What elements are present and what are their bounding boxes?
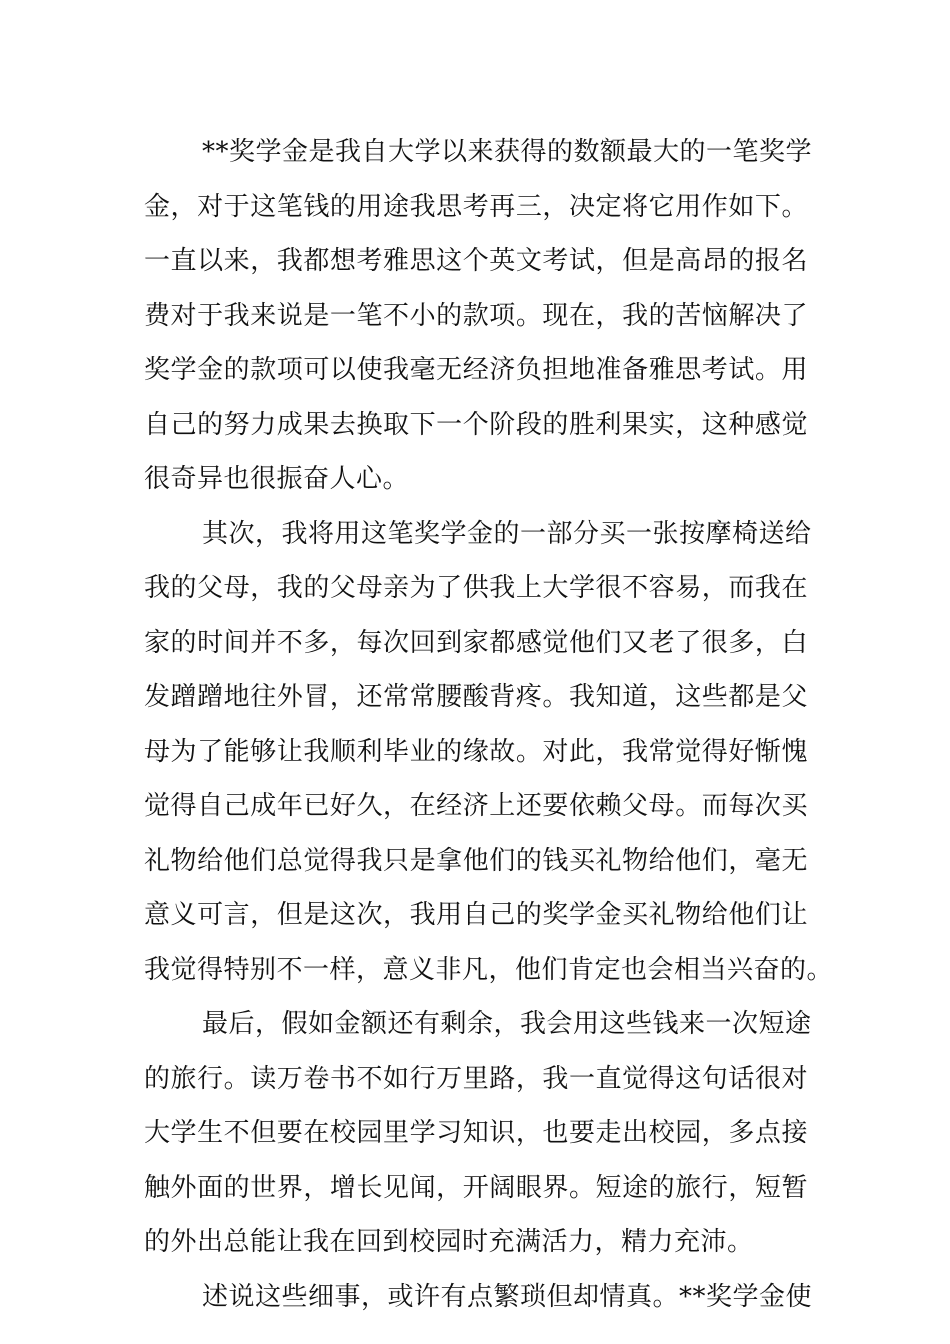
text-line: 金，对于这笔钱的用途我思考再三，决定将它用作如下。	[144, 191, 808, 222]
text-line: 家的时间并不多，每次回到家都感觉他们又老了很多，白	[144, 627, 808, 658]
text-line: 大学生不但要在校园里学习知识，也要走出校园，多点接	[144, 1118, 808, 1148]
document-body	[144, 125, 834, 1324]
text-line: 很奇异也很振奋人心。	[144, 464, 410, 494]
text-line: 母为了能够让我顺利毕业的缘故。对此，我常觉得好惭愧	[144, 736, 808, 767]
text-line: 的外出总能让我在回到校园时充满活力，精力充沛。	[144, 1227, 754, 1257]
text-line: 我觉得特别不一样，意义非凡，他们肯定也会相当兴奋的。	[144, 954, 834, 985]
text-line: 发蹭蹭地往外冒，还常常腰酸背疼。我知道，这些都是父	[144, 682, 808, 712]
text-line: 我的父母，我的父母亲为了供我上大学很不容易，而我在	[144, 573, 808, 603]
text-line: 述说这些细事，或许有点繁琐但却情真。**奖学金使	[202, 1281, 813, 1312]
text-line: 触外面的世界，增长见闻，开阔眼界。短途的旅行，短暂	[144, 1172, 808, 1203]
text-line: 意义可言，但是这次，我用自己的奖学金买礼物给他们让	[144, 900, 808, 930]
text-line: 礼物给他们总觉得我只是拿他们的钱买礼物给他们，毫无	[144, 845, 808, 876]
text-line: 最后，假如金额还有剩余，我会用这些钱来一次短途	[202, 1009, 812, 1039]
text-line: **奖学金是我自大学以来获得的数额最大的一笔奖学	[202, 137, 813, 167]
text-line: 费对于我来说是一笔不小的款项。现在，我的苦恼解决了	[144, 300, 808, 331]
text-line: 觉得自己成年已好久，在经济上还要依赖父母。而每次买	[144, 791, 808, 821]
text-line: 一直以来，我都想考雅思这个英文考试，但是高昂的报名	[144, 246, 808, 276]
text-line: 其次，我将用这笔奖学金的一部分买一张按摩椅送给	[202, 518, 812, 549]
text-line: 奖学金的款项可以使我毫无经济负担地准备雅思考试。用	[144, 355, 808, 385]
text-line: 的旅行。读万卷书不如行万里路，我一直觉得这句话很对	[144, 1063, 808, 1094]
text-line: 自己的努力成果去换取下一个阶段的胜利果实，这种感觉	[144, 409, 808, 440]
